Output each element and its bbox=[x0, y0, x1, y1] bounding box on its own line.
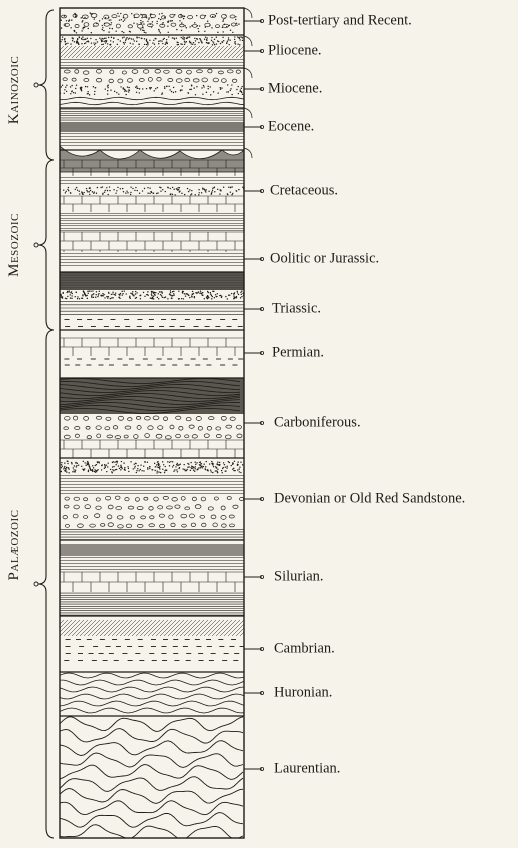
system-label-silurian: Silurian. bbox=[274, 568, 324, 585]
system-label-triassic: Triassic. bbox=[272, 300, 322, 317]
system-label-cretaceous: Cretaceous. bbox=[270, 182, 339, 199]
era-label-palaeozoic: Palæozoic bbox=[6, 509, 22, 581]
system-label-cambrian: Cambrian. bbox=[274, 640, 335, 657]
era-braces bbox=[34, 10, 54, 838]
system-dividers bbox=[60, 35, 244, 716]
era-label-kainozoic: Kainozoic bbox=[6, 55, 22, 125]
system-label-pliocene: Pliocene. bbox=[268, 42, 322, 59]
label-connectors bbox=[244, 8, 264, 771]
column-outline bbox=[60, 8, 244, 838]
era-label-mesozoic: Mesozoic bbox=[6, 213, 22, 277]
system-label-post-tertiary: Post-tertiary and Recent. bbox=[268, 12, 412, 29]
system-label-eocene: Eocene. bbox=[268, 118, 315, 135]
system-label-carboniferous: Carboniferous. bbox=[274, 414, 361, 431]
system-label-laurentian: Laurentian. bbox=[274, 760, 341, 777]
system-label-huronian: Huronian. bbox=[274, 684, 333, 701]
system-label-devonian: Devonian or Old Red Sandstone. bbox=[274, 490, 466, 507]
strata-layers bbox=[44, 12, 256, 839]
system-label-permian: Permian. bbox=[272, 344, 324, 361]
system-label-miocene: Miocene. bbox=[268, 80, 323, 97]
system-label-jurassic: Oolitic or Jurassic. bbox=[270, 250, 380, 267]
